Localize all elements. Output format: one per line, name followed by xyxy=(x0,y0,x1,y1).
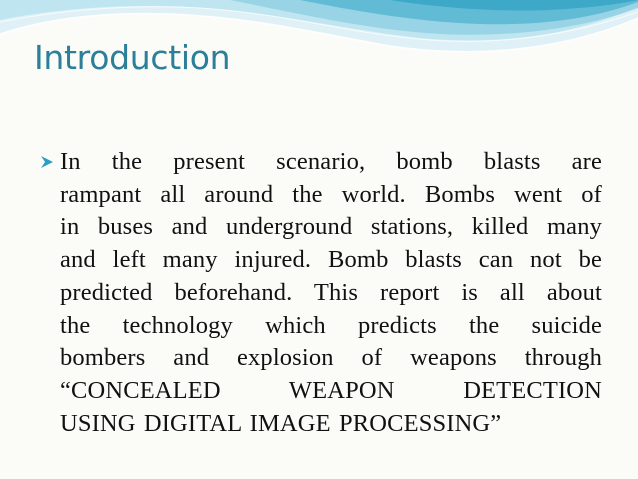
paragraph-line: predicted beforehand. This report is all about xyxy=(60,278,602,306)
paragraph-line: rampant all around the world. Bombs went of xyxy=(60,180,602,208)
paragraph-line: in buses and underground stations, killed many xyxy=(60,213,602,241)
arrow-bullet-icon xyxy=(40,155,54,169)
paragraph-line: bombers and explosion of weapons through xyxy=(60,344,602,372)
paragraph-line: the technology which predicts the suicide xyxy=(60,311,602,339)
slide-body xyxy=(42,146,602,440)
paragraph-line: “CONCEALED WEAPON DETECTION xyxy=(60,376,602,404)
paragraph-line: USING DIGITAL IMAGE PROCESSING” xyxy=(60,409,502,437)
bullet-paragraph xyxy=(42,146,602,440)
paragraph-line: In the present scenario, bomb blasts are xyxy=(60,148,602,175)
slide-title: Introduction xyxy=(34,38,231,77)
paragraph-line: and left many injured. Bomb blasts can not be xyxy=(60,246,602,274)
